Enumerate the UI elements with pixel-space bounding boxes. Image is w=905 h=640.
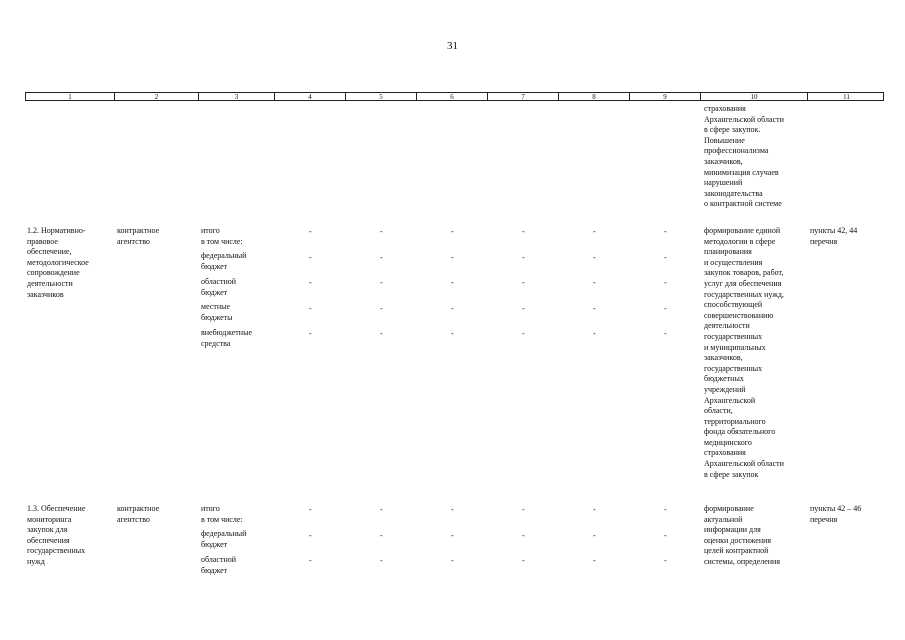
column-header-10: 10 — [701, 93, 808, 100]
cell-dash: - — [664, 227, 667, 236]
cell-dash: - — [664, 556, 667, 565]
carryover-result-text: страхования Архангельской области в сфере закупок. Повышение профессионализма заказчиков, минимизация случаев нарушений законодательства о контрактной системе — [704, 104, 784, 209]
page-number: 31 — [447, 40, 458, 52]
cell-dash: - — [380, 556, 383, 565]
row-reference: пункты 42, 44 перечня — [810, 226, 858, 246]
cell-dash: - — [593, 252, 596, 262]
cell-dash: - — [380, 530, 383, 540]
cell-dash: - — [451, 252, 454, 262]
column-header-8: 8 — [559, 93, 630, 100]
cell-dash: - — [380, 252, 383, 262]
row-executor: контрактное агентство — [117, 226, 160, 246]
row-source-regional: областной бюджет — [201, 555, 237, 575]
cell-dash: - — [451, 556, 454, 565]
cell-dash: - — [451, 303, 454, 313]
cell-dash: - — [380, 303, 383, 313]
row-name: 1.2. Нормативно- правовое обеспечение, методологическое сопровождение деятельности заказчиков — [27, 226, 89, 299]
row-result: формирование актуальной информации для оценки достижения целей контрактной системы, определения — [704, 504, 780, 566]
column-header-7: 7 — [488, 93, 559, 100]
cell-dash: - — [309, 303, 312, 313]
cell-dash: - — [309, 530, 312, 540]
cell-dash: - — [593, 530, 596, 540]
row-source-federal: федеральный бюджет — [201, 251, 247, 271]
row-reference: пункты 42 – 46 перечня — [810, 504, 862, 524]
row-source-total: итого в том числе: — [201, 504, 243, 524]
cell-dash: - — [522, 252, 525, 262]
cell-dash: - — [522, 303, 525, 313]
row-source-local: местные бюджеты — [201, 302, 233, 322]
cell-dash: - — [522, 227, 525, 236]
cell-dash: - — [309, 329, 312, 338]
cell-dash: - — [451, 278, 454, 287]
cell-dash: - — [593, 303, 596, 313]
cell-dash: - — [593, 227, 596, 236]
cell-dash: - — [309, 252, 312, 262]
cell-dash: - — [380, 227, 383, 236]
cell-dash: - — [522, 556, 525, 565]
cell-dash: - — [309, 505, 312, 514]
cell-dash: - — [664, 278, 667, 287]
cell-dash: - — [380, 329, 383, 338]
cell-dash: - — [593, 329, 596, 338]
row-source-total: итого в том числе: — [201, 226, 243, 246]
table-header-row — [25, 92, 884, 101]
cell-dash: - — [664, 530, 667, 540]
cell-dash: - — [522, 530, 525, 540]
cell-dash: - — [451, 329, 454, 338]
cell-dash: - — [522, 329, 525, 338]
cell-dash: - — [380, 505, 383, 514]
cell-dash: - — [593, 556, 596, 565]
cell-dash: - — [309, 227, 312, 236]
row-source-regional: областной бюджет — [201, 277, 237, 297]
cell-dash: - — [664, 329, 667, 338]
column-header-2: 2 — [115, 93, 199, 100]
column-header-6: 6 — [417, 93, 488, 100]
cell-dash: - — [380, 278, 383, 287]
cell-dash: - — [593, 278, 596, 287]
column-header-5: 5 — [346, 93, 417, 100]
row-result: формирование единой методологии в сфере планирования и осуществления закупок товаров, работ, услуг для обеспечения государственных нужд, способствующей совершенствованию деятельности государственных и муниципальных заказчиков, государственных бюджетных учреждений Архангельской области, территориального фонда обязательного медицинского страхования Архангельской области в сфере закупок — [704, 226, 784, 479]
cell-dash: - — [664, 252, 667, 262]
cell-dash: - — [309, 556, 312, 565]
cell-dash: - — [309, 278, 312, 287]
column-header-3: 3 — [199, 93, 275, 100]
cell-dash: - — [451, 530, 454, 540]
row-source-federal: федеральный бюджет — [201, 529, 247, 549]
column-header-11: 11 — [843, 93, 850, 101]
column-header-9: 9 — [630, 93, 701, 100]
cell-dash: - — [451, 227, 454, 236]
row-executor: контрактное агентство — [117, 504, 160, 524]
column-header-4: 4 — [275, 93, 346, 100]
cell-dash: - — [522, 505, 525, 514]
column-header-1: 1 — [26, 93, 115, 100]
cell-dash: - — [664, 505, 667, 514]
cell-dash: - — [522, 278, 525, 287]
cell-dash: - — [664, 303, 667, 313]
row-name: 1.3. Обеспечение мониторинга закупок для обеспечения государственных нужд — [27, 504, 86, 566]
cell-dash: - — [593, 505, 596, 514]
row-source-extrabudget: внебюджетные средства — [201, 328, 252, 348]
cell-dash: - — [451, 505, 454, 514]
